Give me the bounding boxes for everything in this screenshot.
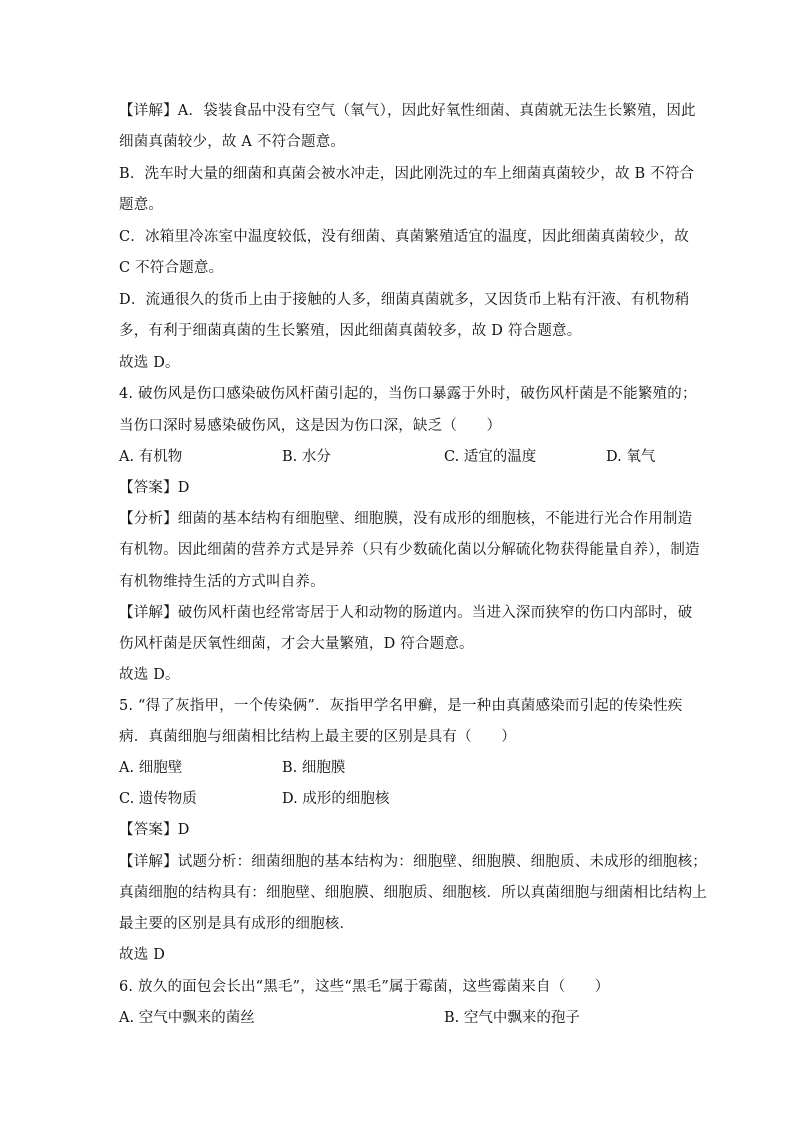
q4-analysis-line-2: 有机物。因此细菌的营养方式是异养（只有少数硫化菌以分解硫化物获得能量自养），制造 — [119, 542, 700, 558]
q4-analysis-line-1: 【分析】细菌的基本结构有细胞壁、细胞膜，没有成形的细胞核，不能进行光合作用制造 — [119, 511, 693, 527]
q4-option-a: A. 有机物 — [119, 449, 183, 465]
q6-option-a: A. 空气中飘来的菌丝 — [119, 1010, 255, 1026]
q5-detail-line-2: 真菌细胞的结构具有：细胞壁、细胞膜、细胞质、细胞核．所以真菌细胞与细菌相比结构上 — [119, 885, 707, 901]
q4-choice-conclusion: 故选 D。 — [119, 667, 180, 683]
q4-detail-line-1: 【详解】破伤风杆菌也经常寄居于人和动物的肠道内。当进入深而狭窄的伤口内部时，破 — [119, 605, 693, 621]
q4-option-b: B. 水分 — [282, 449, 331, 465]
q3-detail-line-1: 【详解】A．袋装食品中没有空气（氧气），因此好氧性细菌、真菌就无法生长繁殖，因此 — [119, 103, 696, 119]
q3-detail-line-7: D．流通很久的货币上由于接触的人多，细菌真菌就多，又因货币上粘有汗液、有机物稍 — [119, 292, 690, 308]
q3-detail-line-2: 细菌真菌较少，故 A 不符合题意。 — [119, 134, 346, 150]
q6-stem: 6. 放久的面包会长出“黑毛”，这些“黑毛”属于霉菌，这些霉菌来自（ ） — [119, 979, 610, 995]
q5-answer: 【答案】D — [119, 822, 190, 838]
q5-choice-conclusion: 故选 D — [119, 947, 166, 963]
q5-option-d: D. 成形的细胞核 — [282, 791, 390, 807]
q5-option-a: A. 细胞壁 — [119, 760, 183, 776]
q3-choice-conclusion: 故选 D。 — [119, 355, 180, 371]
q3-detail-line-6: C 不符合题意。 — [119, 260, 224, 276]
q4-option-d: D. 氧气 — [606, 449, 656, 465]
q4-detail-line-2: 伤风杆菌是厌氧性细菌，才会大量繁殖，D 符合题意。 — [119, 636, 474, 652]
q5-stem-line-1: 5. “得了灰指甲，一个传染俩”．灰指甲学名甲癣，是一种由真菌感染而引起的传染性疾 — [119, 698, 683, 714]
q5-option-c: C. 遗传物质 — [119, 791, 197, 807]
q3-detail-line-4: 题意。 — [119, 197, 164, 213]
q6-option-b: B. 空气中飘来的孢子 — [444, 1010, 580, 1026]
q5-option-b: B. 细胞膜 — [282, 760, 346, 776]
q5-stem-line-2: 病．真菌细胞与细菌相比结构上最主要的区别是具有（ ） — [119, 729, 516, 745]
q3-detail-line-5: C．冰箱里冷冻室中温度较低，没有细菌、真菌繁殖适宜的温度，因此细菌真菌较少，故 — [119, 229, 689, 245]
q5-detail-line-1: 【详解】试题分析：细菌细胞的基本结构为：细胞壁、细胞膜、细胞质、未成形的细胞核； — [119, 854, 707, 870]
q4-option-c: C. 适宜的温度 — [444, 449, 537, 465]
q3-detail-line-8: 多，有利于细菌真菌的生长繁殖，因此细菌真菌较多，故 D 符合题意。 — [119, 323, 582, 339]
q4-answer: 【答案】D — [119, 480, 190, 496]
q3-detail-line-3: B．洗车时大量的细菌和真菌会被水冲走，因此刚洗过的车上细菌真菌较少，故 B 不符合 — [119, 166, 695, 182]
q5-detail-line-3: 最主要的区别是具有成形的细胞核． — [119, 916, 355, 932]
q4-stem-line-2: 当伤口深时易感染破伤风，这是因为伤口深，缺乏（ ） — [119, 418, 502, 434]
q4-analysis-line-3: 有机物维持生活的方式叫自养。 — [119, 574, 325, 590]
q4-stem-line-1: 4. 破伤风是伤口感染破伤风杆菌引起的，当伤口暴露于外时，破伤风杆菌是不能繁殖的； — [119, 386, 697, 402]
